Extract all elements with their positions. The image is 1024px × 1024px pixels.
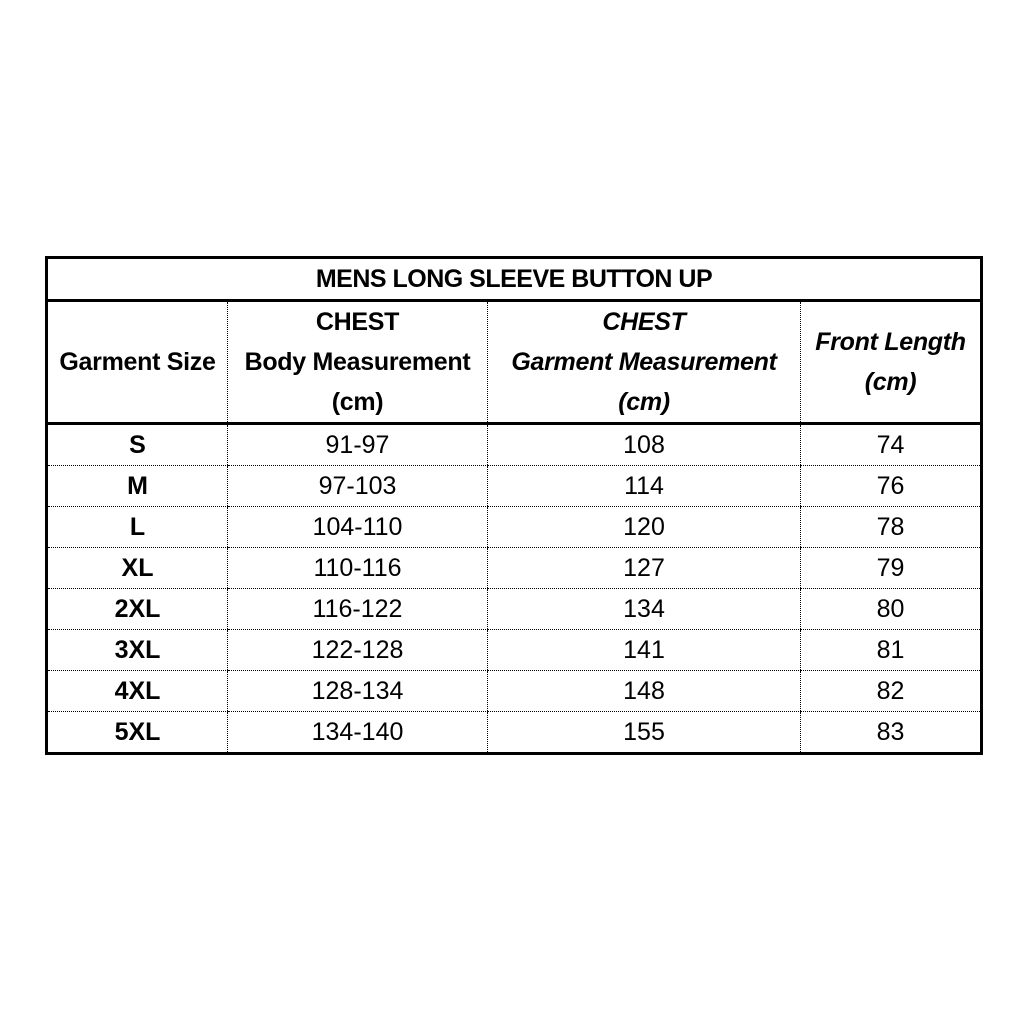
- front-length-cell: 78: [801, 507, 982, 548]
- table-row: [47, 712, 982, 754]
- table-row: [47, 671, 982, 712]
- front-length-cell: 80: [801, 589, 982, 630]
- header-line: (cm): [331, 388, 384, 416]
- header-row: [47, 301, 982, 424]
- body-measurement-cell: 110-116: [228, 548, 488, 589]
- table-row: [47, 507, 982, 548]
- garment-measurement-cell: 114: [488, 466, 801, 507]
- table-row: [47, 424, 982, 466]
- garment-size-cell: 4XL: [47, 671, 228, 712]
- header-line: Garment Size: [59, 348, 216, 376]
- body-measurement-cell: 104-110: [228, 507, 488, 548]
- body-measurement-cell: 91-97: [228, 424, 488, 466]
- garment-measurement-cell: 141: [488, 630, 801, 671]
- table-title: MENS LONG SLEEVE BUTTON UP: [47, 258, 982, 301]
- table-row: [47, 630, 982, 671]
- header-line: CHEST: [315, 308, 400, 336]
- body-measurement-cell: 128-134: [228, 671, 488, 712]
- header-chest-garment-measurement: [488, 301, 801, 424]
- front-length-cell: 82: [801, 671, 982, 712]
- garment-size-cell: XL: [47, 548, 228, 589]
- garment-measurement-cell: 120: [488, 507, 801, 548]
- front-length-cell: 79: [801, 548, 982, 589]
- garment-measurement-cell: 148: [488, 671, 801, 712]
- garment-size-cell: 3XL: [47, 630, 228, 671]
- body-measurement-cell: 116-122: [228, 589, 488, 630]
- garment-size-cell: M: [47, 466, 228, 507]
- body-measurement-cell: 134-140: [228, 712, 488, 754]
- garment-size-cell: S: [47, 424, 228, 466]
- title-row: [47, 258, 982, 301]
- size-chart-table: [45, 256, 983, 755]
- garment-measurement-cell: 108: [488, 424, 801, 466]
- header-line: Front Length: [815, 328, 966, 356]
- table-row: [47, 548, 982, 589]
- garment-size-cell: L: [47, 507, 228, 548]
- front-length-cell: 83: [801, 712, 982, 754]
- garment-measurement-cell: 155: [488, 712, 801, 754]
- header-line: Body Measurement: [244, 348, 471, 376]
- front-length-cell: 74: [801, 424, 982, 466]
- table-row: [47, 589, 982, 630]
- header-line: (cm): [618, 388, 670, 416]
- header-line: CHEST: [602, 308, 686, 336]
- table-row: [47, 466, 982, 507]
- front-length-cell: 76: [801, 466, 982, 507]
- front-length-cell: 81: [801, 630, 982, 671]
- header-line: (cm): [864, 368, 917, 396]
- header-chest-body-measurement: [228, 301, 488, 424]
- garment-size-cell: 5XL: [114, 718, 161, 746]
- garment-size-cell: 2XL: [47, 589, 228, 630]
- body-measurement-cell: 97-103: [228, 466, 488, 507]
- garment-measurement-cell: 127: [488, 548, 801, 589]
- garment-measurement-cell: 134: [488, 589, 801, 630]
- header-front-length: [801, 301, 982, 424]
- header-line: Garment Measurement: [511, 348, 777, 376]
- header-garment-size: [47, 301, 228, 424]
- body-measurement-cell: 122-128: [228, 630, 488, 671]
